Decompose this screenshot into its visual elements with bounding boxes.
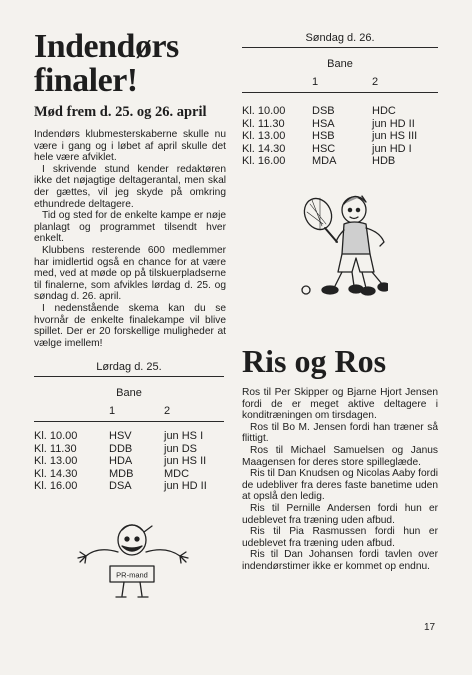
schedule-time: Kl. 11.30 (242, 117, 285, 130)
divider (242, 92, 438, 93)
court-2-label: 2 (372, 76, 379, 88)
schedule-time: Kl. 10.00 (34, 430, 78, 443)
schedule-rows (242, 105, 438, 168)
schedule-time: Kl. 16.00 (34, 480, 78, 493)
right-column (242, 22, 438, 168)
ris-og-ros-section (242, 345, 438, 573)
schedule-row (242, 155, 438, 168)
schedule-day-label: Søndag d. 26. (305, 32, 375, 44)
article-title-line-1: Indendørs (34, 28, 179, 65)
schedule-time: Kl. 10.00 (242, 105, 286, 117)
schedule-row (242, 118, 438, 131)
schedule-court-2: jun HD II (164, 480, 207, 493)
schedule-row (242, 130, 438, 143)
schedule-rows (34, 430, 224, 493)
article-paragraph: I skrivende stund kender redaktøren ikke det nøjagtige deltagerantal, men skal der gættes, vil jeg skyde på omkring ethundrede deltagere. (34, 163, 226, 210)
schedule-row (34, 480, 224, 493)
court-1-label: 1 (312, 76, 319, 88)
schedule-court-2: jun HS II (164, 455, 207, 468)
pr-mand-illustration (58, 520, 208, 602)
schedule-court-1: DSA (109, 480, 132, 493)
article-title (34, 30, 226, 98)
schedule-time: Kl. 14.30 (242, 142, 286, 155)
ros-paragraph: Ros til Michael Samuelsen og Janus Maagensen for deres store spilleglæde. (242, 444, 438, 468)
schedule-row (34, 430, 224, 443)
schedule-time: Kl. 14.30 (34, 467, 78, 480)
schedule-court-2: MDC (164, 467, 190, 480)
pr-mand-sign-text: PR-mand (116, 570, 148, 580)
divider (34, 376, 224, 377)
ris-paragraph: Ris til Dan Knudsen og Nicolas Aaby fordi de udebliver fra deres faste banetime uden at opslå den ledig. (242, 468, 439, 503)
article-paragraph: I nedenstående skema kan du se hvornår de enkelte finalekampe vil blive spillet. Der er 20 forskellige muligheder at vælge imellem! (34, 302, 226, 349)
schedule-bane-label: Bane (327, 58, 353, 70)
schedule-court-1: MDA (312, 155, 337, 167)
schedule-saturday (34, 361, 224, 493)
schedule-row (242, 105, 438, 118)
schedule-day-label: Lørdag d. 25. (96, 361, 162, 374)
article-paragraph: Indendørs klubmesterskaberne skulle nu være i gang og i løbet af april skulle det hele være afviklet. (34, 129, 226, 164)
schedule-court-1: MDB (109, 467, 134, 480)
schedule-time: Kl. 13.00 (242, 130, 286, 142)
schedule-court-header (242, 76, 438, 88)
schedule-time: Kl. 13.00 (34, 455, 78, 468)
schedule-row (34, 468, 224, 481)
schedule-court-1: DDB (109, 442, 133, 455)
article-subtitle: Mød frem d. 25. og 26. april (34, 104, 207, 120)
schedule-court-2: jun DS (164, 442, 198, 455)
article-title-line-2: finaler! (34, 62, 138, 99)
schedule-bane-label: Bane (116, 387, 142, 400)
ris-og-ros-title: Ris og Ros (242, 343, 387, 379)
divider (34, 421, 224, 422)
schedule-court-1: HSV (109, 430, 132, 443)
schedule-row (34, 443, 224, 456)
schedule-sunday (242, 32, 438, 168)
ros-paragraph: Ros til Bo M. Jensen fordi han træner så flittigt. (242, 421, 438, 445)
ris-paragraph: Ris til Pernille Andersen fordi hun er udeblevet fra træning uden afbud. (242, 502, 438, 526)
article-paragraph: Tid og sted for de enkelte kampe er nøje planlagt og programmet tilsendt hver enkelt. (34, 210, 226, 245)
schedule-court-2: HDC (372, 105, 396, 117)
ris-paragraph: Ris til Dan Johansen fordi tavlen over indendørstimer ikke er kommet op endnu. (242, 549, 438, 572)
left-column (34, 22, 226, 493)
ris-paragraph: Ris til Pia Rasmussen fordi hun er udeblevet fra træning uden afbud. (242, 526, 438, 549)
article-paragraph: Klubbens resterende 600 medlemmer har imidlertid også en chance for at være med, ved at møde op på tilskuerpladserne til finalerne, som afvikles lørdag d. 25. og søndag d. 26. april. (34, 244, 226, 303)
page-number: 17 (424, 622, 436, 633)
schedule-time: Kl. 16.00 (242, 155, 286, 167)
schedule-court-header (34, 405, 224, 417)
schedule-court-2: HDB (372, 155, 396, 167)
schedule-court-2: jun HD II (372, 117, 415, 130)
court-1-label: 1 (109, 405, 116, 418)
schedule-row (34, 455, 224, 468)
schedule-court-1: HSC (312, 142, 336, 155)
schedule-court-2: jun HD I (372, 142, 412, 155)
schedule-court-2: jun HS I (164, 430, 204, 443)
schedule-court-1: HDA (109, 455, 133, 468)
schedule-time: Kl. 11.30 (34, 442, 77, 455)
schedule-court-1: DSB (312, 105, 335, 117)
schedule-court-1: HSB (312, 130, 335, 142)
ros-paragraph: Ros til Per Skipper og Bjarne Hjort Jensen fordi de er meget aktive deltagere i konditræningen om tirsdagen. (242, 387, 438, 422)
court-2-label: 2 (164, 405, 171, 418)
schedule-court-2: jun HS III (372, 130, 418, 142)
schedule-court-1: HSA (312, 117, 335, 130)
schedule-row (242, 143, 438, 156)
tennis-player-illustration (298, 190, 388, 310)
divider (242, 47, 438, 48)
